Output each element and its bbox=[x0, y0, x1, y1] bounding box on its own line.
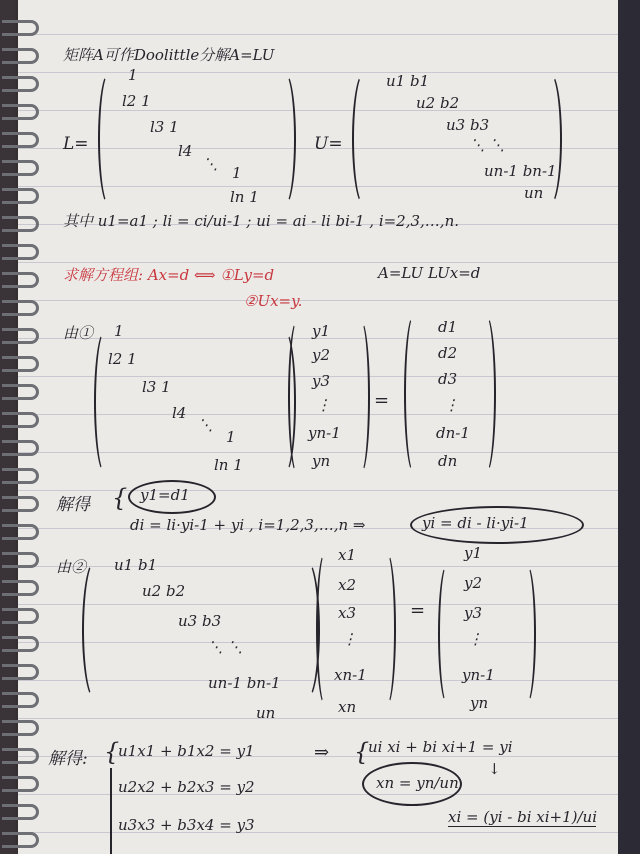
L-entry: 1 bbox=[232, 164, 242, 182]
L-left-paren bbox=[98, 72, 120, 206]
eq-row: u2x2 + b2x3 = y2 bbox=[118, 778, 255, 796]
lu-note: A=LU LUx=d bbox=[378, 264, 481, 282]
x-entry: x1 bbox=[338, 546, 357, 564]
solve-label-2: 解得: bbox=[48, 749, 88, 769]
eq-yi-result: yi = di - li·yi-1 bbox=[422, 514, 529, 532]
eq-y1: y1=d1 bbox=[140, 486, 190, 504]
L-entry: l2 1 bbox=[122, 92, 151, 110]
x-entry: ⋮ bbox=[342, 630, 357, 648]
L2-entry: l4 bbox=[172, 404, 187, 422]
implies-arrow: ⇒ bbox=[314, 742, 330, 763]
brace-line bbox=[110, 768, 112, 854]
U2-entry: un bbox=[256, 704, 276, 722]
eq-row: u3x3 + b3x4 = y3 bbox=[118, 816, 255, 834]
y-entry: yn-1 bbox=[308, 424, 341, 442]
L2-entry: l3 1 bbox=[142, 378, 171, 396]
solve-label-1: 解得 bbox=[56, 495, 90, 515]
d-entry: dn-1 bbox=[436, 424, 470, 442]
U2-entry: u2 b2 bbox=[142, 582, 186, 600]
equals-sign: = bbox=[374, 390, 390, 411]
d-right-paren bbox=[476, 314, 496, 474]
U-entry: u2 b2 bbox=[416, 94, 460, 112]
U2-entry: u3 b3 bbox=[178, 612, 222, 630]
y2-entry: y1 bbox=[464, 544, 483, 562]
L-label: L= bbox=[63, 134, 89, 154]
y2-right-paren bbox=[518, 564, 536, 704]
equals-sign-2: = bbox=[410, 600, 426, 621]
y2-entry: ⋮ bbox=[468, 630, 483, 648]
U2-entry: u1 b1 bbox=[114, 556, 158, 574]
recurrence-eq: ui xi + bi xi+1 = yi bbox=[368, 738, 513, 756]
L-entry: 1 bbox=[128, 66, 138, 84]
y2-entry: y2 bbox=[464, 574, 483, 592]
notebook-page: 矩阵A可作Doolittle分解A=LU L= 1 l2 1 l3 1 l4 ⋱ 1 ln 1 U= u1 b1 u2 b2 u3 b3 ⋱ ⋱ un-1 bn-1 un 其中 u1=a1 ; li = ci/ui-1 ; ui = ai - li bi-1 , i=2,3,…,n. 求解方程组: Ax=d ⟺ ①Ly=d A=LU LUx=d ②Ux=y. 由① 1 l2 1 l3 1 l4 ⋱ 1 ln 1 y1 y2 y3 ⋮ yn-1 yn = d1 d2 d3 ⋮ dn-1 dn 解得 { y1=d1 di = li·yi-1 + yi , i=1,2,3,…,n ⇒ yi = di - li·yi-1 由② u1 b1 u2 b2 u3 b3 ⋱ ⋱ un-1 bn-1 un x1 x2 x3 ⋮ xn-1 xn = y1 y2 y3 ⋮ yn-1 yn 解得: { u1x1 + b1x2 = y1 u2x2 + b2x3 = y2 u3x3 + b3x4 = y3 ⇒ { ui xi + bi xi+1 = yi xn = yn/un ↓ xi = (yi - bi xi+1)/ui bbox=[18, 0, 618, 854]
U2-entry: un-1 bn-1 bbox=[208, 674, 281, 692]
decomposition-formula: 其中 u1=a1 ; li = ci/ui-1 ; ui = ai - li bi-1 , i=2,3,…,n. bbox=[63, 212, 459, 230]
xi-formula: xi = (yi - bi xi+1)/ui bbox=[448, 808, 597, 826]
d-entry: d1 bbox=[438, 318, 458, 336]
d-entry: d3 bbox=[438, 370, 458, 388]
x-entry: xn bbox=[338, 698, 357, 716]
L2-entry: ln 1 bbox=[214, 456, 243, 474]
y-left-paren bbox=[288, 320, 306, 474]
U2-left-paren bbox=[82, 560, 108, 700]
notebook-spiral bbox=[0, 0, 40, 854]
d-entry: ⋮ bbox=[444, 396, 459, 414]
y-entry: ⋮ bbox=[316, 396, 331, 414]
U-entry: u1 b1 bbox=[386, 72, 430, 90]
y-entry: y1 bbox=[312, 322, 331, 340]
U-entry: u3 b3 bbox=[446, 116, 490, 134]
U-entry: un bbox=[524, 184, 544, 202]
y2-entry: yn-1 bbox=[462, 666, 495, 684]
from-step1: 由① bbox=[63, 324, 94, 342]
step2-note: ②Ux=y. bbox=[244, 292, 303, 310]
y-right-paren bbox=[352, 320, 370, 474]
d-left-paren bbox=[404, 314, 424, 474]
L-entry: ln 1 bbox=[230, 188, 259, 206]
y-entry: yn bbox=[312, 452, 331, 470]
y-entry: y3 bbox=[312, 372, 331, 390]
y2-entry: y3 bbox=[464, 604, 483, 622]
from-step2: 由② bbox=[56, 558, 87, 576]
underline bbox=[448, 826, 596, 827]
eq-row: u1x1 + b1x2 = y1 bbox=[118, 742, 255, 760]
desk-background bbox=[618, 0, 640, 854]
L2-entry: 1 bbox=[226, 428, 236, 446]
xn-formula: xn = yn/un bbox=[376, 774, 459, 792]
x-entry: xn-1 bbox=[334, 666, 367, 684]
L-entry: l4 bbox=[178, 142, 193, 160]
y2-entry: yn bbox=[470, 694, 489, 712]
L-right-paren bbox=[274, 72, 296, 206]
x-left-paren bbox=[316, 552, 334, 706]
U-entry: un-1 bn-1 bbox=[484, 162, 557, 180]
L2-entry: 1 bbox=[114, 322, 124, 340]
x-entry: x3 bbox=[338, 604, 357, 622]
U-label: U= bbox=[314, 134, 343, 154]
U-left-paren bbox=[352, 72, 376, 206]
eq-di: di = li·yi-1 + yi , i=1,2,3,…,n ⇒ bbox=[130, 516, 366, 534]
d-entry: d2 bbox=[438, 344, 458, 362]
x-entry: x2 bbox=[338, 576, 357, 594]
L-entry: l3 1 bbox=[150, 118, 179, 136]
y-entry: y2 bbox=[312, 346, 331, 364]
section1-title: 矩阵A可作Doolittle分解A=LU bbox=[63, 46, 275, 64]
section2-title: 求解方程组: Ax=d ⟺ ①Ly=d bbox=[63, 266, 275, 284]
L2-entry: l2 1 bbox=[108, 350, 137, 368]
y2-left-paren bbox=[438, 564, 456, 704]
x-right-paren bbox=[378, 552, 396, 706]
d-entry: dn bbox=[438, 452, 458, 470]
